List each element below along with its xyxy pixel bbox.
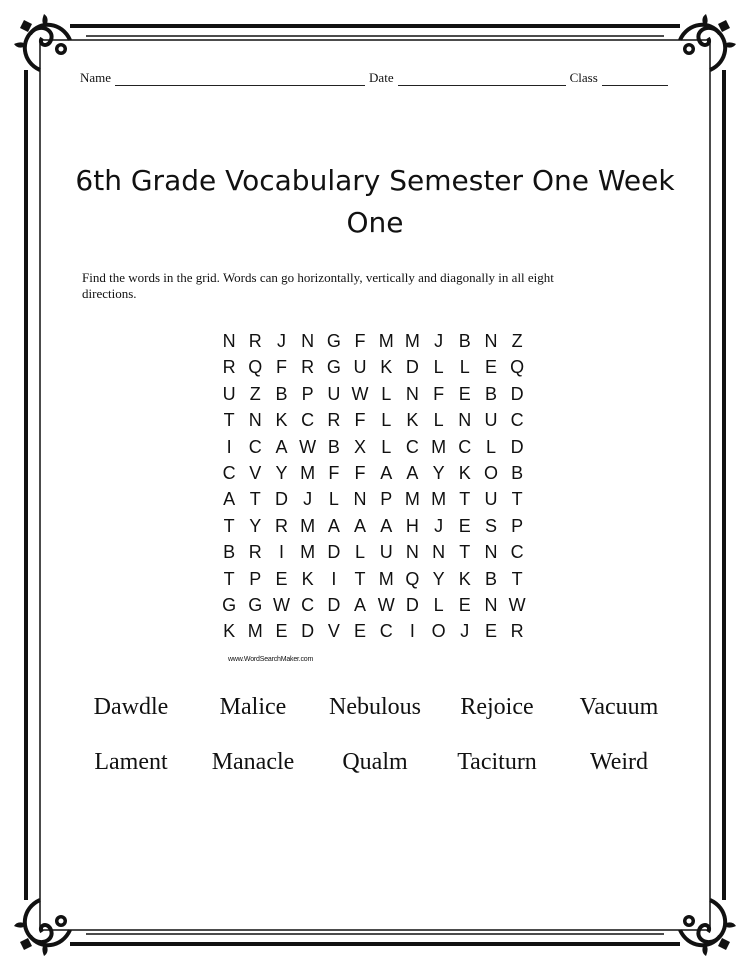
grid-letter[interactable]: M — [300, 462, 316, 483]
flourish-corner-icon — [680, 900, 736, 956]
grid-letter[interactable]: N — [301, 331, 315, 351]
grid-letter[interactable]: M — [300, 542, 316, 563]
grid-letter[interactable]: K — [458, 568, 471, 589]
grid-letter[interactable]: R — [222, 357, 236, 378]
grid-letter[interactable]: B — [458, 331, 471, 351]
grid-letter[interactable]: L — [381, 383, 392, 404]
grid-letter[interactable]: L — [459, 357, 470, 378]
grid-letter[interactable]: O — [483, 462, 498, 483]
word-list-item: Nebulous — [329, 694, 421, 720]
grid-letter[interactable]: F — [433, 383, 445, 404]
grid-letter[interactable]: A — [275, 436, 288, 457]
credit-text: www.WordSearchMaker.com — [228, 656, 314, 663]
class-label: Class — [569, 70, 598, 85]
name-label: Name — [80, 70, 112, 85]
grid-letter[interactable]: Q — [248, 357, 263, 378]
grid-letter[interactable]: P — [301, 383, 314, 404]
grid-letter[interactable]: M — [404, 331, 420, 351]
grid-letter[interactable]: C — [248, 436, 262, 457]
grid-letter[interactable]: A — [354, 515, 367, 536]
grid-letter[interactable]: E — [354, 621, 367, 642]
grid-letter[interactable]: K — [380, 357, 393, 378]
grid-letter[interactable]: T — [223, 410, 235, 431]
grid-letter[interactable]: T — [511, 568, 523, 589]
grid-letter[interactable]: J — [434, 331, 444, 351]
grid-letter[interactable]: A — [380, 515, 393, 536]
word-list-item: Manacle — [211, 749, 295, 775]
grid-letter[interactable]: Z — [511, 331, 523, 351]
grid-letter[interactable]: B — [511, 462, 524, 483]
grid-letter[interactable]: K — [458, 462, 471, 483]
grid-letter[interactable]: V — [249, 462, 262, 483]
name-field[interactable] — [115, 72, 365, 86]
grid-letter[interactable]: P — [511, 515, 524, 536]
grid-letter[interactable]: U — [353, 357, 367, 378]
flourish-corner-icon — [14, 900, 70, 956]
grid-letter[interactable]: W — [377, 594, 395, 615]
grid-letter[interactable]: F — [328, 462, 340, 483]
grid-letter[interactable]: I — [409, 621, 415, 642]
grid-letter[interactable]: K — [275, 410, 288, 431]
grid-letter[interactable]: D — [510, 383, 524, 404]
grid-letter[interactable]: C — [510, 542, 524, 563]
grid-letter[interactable]: P — [249, 568, 262, 589]
grid-letter[interactable]: D — [327, 594, 341, 615]
grid-letter[interactable]: C — [405, 436, 419, 457]
grid-letter[interactable]: C — [379, 621, 393, 642]
grid-letter[interactable]: N — [405, 542, 419, 563]
grid-letter[interactable]: N — [432, 542, 446, 563]
grid-letter[interactable]: D — [405, 594, 419, 615]
grid-letter[interactable]: F — [275, 357, 287, 378]
word-list-item: Taciturn — [457, 749, 537, 775]
grid-letter[interactable]: K — [301, 568, 314, 589]
student-info-line — [80, 70, 680, 86]
grid-letter[interactable]: G — [326, 331, 341, 351]
grid-letter[interactable]: Q — [510, 357, 525, 378]
grid-letter[interactable]: I — [226, 436, 232, 457]
grid-letter[interactable]: B — [327, 436, 340, 457]
grid-letter[interactable]: D — [274, 489, 288, 510]
grid-letter[interactable]: D — [301, 621, 315, 642]
grid-letter[interactable]: N — [353, 489, 367, 510]
word-list — [70, 694, 690, 804]
grid-letter[interactable]: W — [508, 594, 526, 615]
grid-letter[interactable]: E — [458, 515, 471, 536]
date-label: Date — [369, 70, 394, 85]
grid-letter[interactable]: X — [354, 436, 367, 457]
grid-letter[interactable]: K — [406, 410, 419, 431]
grid-letter[interactable]: T — [459, 542, 471, 563]
grid-letter[interactable]: Z — [249, 383, 261, 404]
grid-letter[interactable]: L — [485, 436, 496, 457]
grid-letter[interactable]: P — [380, 489, 393, 510]
grid-letter[interactable]: Q — [405, 568, 420, 589]
grid-letter[interactable]: E — [275, 621, 288, 642]
grid-letter[interactable]: J — [276, 331, 286, 351]
grid-letter[interactable]: C — [458, 436, 472, 457]
grid-letter[interactable]: F — [354, 331, 366, 351]
grid-letter[interactable]: T — [249, 489, 261, 510]
instructions: Find the words in the grid. Words can go horizontally, vertically and diagonally in all eight directions. — [82, 270, 554, 301]
grid-letter[interactable]: R — [274, 515, 288, 536]
grid-letter[interactable]: D — [327, 542, 341, 563]
grid-letter[interactable]: M — [247, 621, 263, 642]
grid-letter[interactable]: R — [248, 331, 262, 351]
grid-letter[interactable]: T — [459, 489, 471, 510]
grid-letter[interactable]: M — [431, 436, 447, 457]
grid-letter[interactable]: N — [458, 410, 472, 431]
grid-letter[interactable]: M — [431, 489, 447, 510]
grid-letter[interactable]: R — [301, 357, 315, 378]
word-list-item: Qualm — [342, 749, 408, 775]
grid-letter[interactable]: G — [248, 594, 263, 615]
word-list-item: Malice — [219, 694, 287, 720]
word-list-item: Weird — [589, 749, 649, 775]
word-list-item: Dawdle — [93, 694, 169, 720]
grid-letter[interactable]: B — [484, 383, 497, 404]
grid-letter[interactable]: E — [484, 621, 497, 642]
grid-letter[interactable]: M — [378, 568, 394, 589]
grid-letter[interactable]: L — [433, 357, 444, 378]
grid-letter[interactable]: U — [379, 542, 393, 563]
grid-letter[interactable]: Y — [275, 462, 288, 483]
word-list-item: Vacuum — [579, 694, 659, 720]
grid-letter[interactable]: N — [222, 331, 236, 351]
grid-letter[interactable]: C — [222, 462, 236, 483]
grid-letter[interactable]: E — [458, 594, 471, 615]
class-field[interactable] — [602, 72, 668, 86]
grid-letter[interactable]: T — [223, 515, 235, 536]
grid-letter[interactable]: U — [222, 383, 236, 404]
grid-letter[interactable]: H — [405, 515, 419, 536]
grid-letter[interactable]: Y — [432, 568, 445, 589]
grid-letter[interactable]: N — [484, 542, 498, 563]
grid-letter[interactable]: J — [303, 489, 313, 510]
grid-letter[interactable]: G — [222, 594, 237, 615]
grid-letter[interactable]: E — [275, 568, 288, 589]
grid-letter[interactable]: J — [434, 515, 444, 536]
grid-letter[interactable]: N — [484, 331, 498, 351]
grid-letter[interactable]: D — [405, 357, 419, 378]
grid-letter[interactable]: U — [484, 410, 498, 431]
grid-letter[interactable]: B — [275, 383, 288, 404]
word-list-item: Lament — [94, 749, 168, 775]
grid-letter[interactable]: U — [327, 383, 341, 404]
word-search-grid — [216, 328, 530, 645]
grid-letter[interactable]: C — [301, 594, 315, 615]
grid-letter[interactable]: R — [510, 621, 524, 642]
grid-letter[interactable]: A — [406, 462, 419, 483]
word-list-item: Rejoice — [460, 694, 534, 720]
grid-letter[interactable]: E — [484, 357, 497, 378]
grid-letter[interactable]: G — [326, 357, 341, 378]
grid-letter[interactable]: L — [381, 436, 392, 457]
grid-letter[interactable]: I — [278, 542, 284, 563]
page-title: 6th Grade Vocabulary Semester One Week One — [75, 164, 675, 239]
grid-letter[interactable]: A — [327, 515, 340, 536]
grid-letter[interactable]: I — [331, 568, 337, 589]
grid-letter[interactable]: L — [433, 594, 444, 615]
grid-letter[interactable]: L — [433, 410, 444, 431]
grid-letter[interactable]: M — [404, 489, 420, 510]
grid-letter[interactable]: V — [327, 621, 340, 642]
grid-letter[interactable]: C — [301, 410, 315, 431]
grid-letter[interactable]: F — [354, 462, 366, 483]
grid-letter[interactable]: B — [484, 568, 497, 589]
grid-letter[interactable]: C — [510, 410, 524, 431]
grid-letter[interactable]: M — [378, 331, 394, 351]
grid-letter[interactable]: Y — [432, 462, 445, 483]
grid-letter[interactable]: T — [511, 489, 523, 510]
grid-letter[interactable]: T — [354, 568, 366, 589]
grid-letter[interactable]: O — [431, 621, 446, 642]
grid-letter[interactable]: A — [354, 594, 367, 615]
grid-letter[interactable]: F — [354, 410, 366, 431]
grid-letter[interactable]: M — [300, 515, 316, 536]
grid-letter[interactable]: J — [460, 621, 470, 642]
grid-letter[interactable]: A — [380, 462, 393, 483]
grid-letter[interactable]: W — [272, 594, 290, 615]
date-field[interactable] — [398, 72, 566, 86]
grid-letter[interactable]: E — [458, 383, 471, 404]
grid-letter[interactable]: S — [484, 515, 497, 536]
grid-letter[interactable]: L — [328, 489, 339, 510]
grid-letter[interactable]: A — [223, 489, 236, 510]
grid-letter[interactable]: W — [351, 383, 369, 404]
grid-letter[interactable]: L — [381, 410, 392, 431]
grid-letter[interactable]: D — [510, 436, 524, 457]
grid-letter[interactable]: R — [327, 410, 341, 431]
grid-letter[interactable]: W — [299, 436, 317, 457]
grid-letter[interactable]: B — [223, 542, 236, 563]
grid-letter[interactable]: L — [355, 542, 366, 563]
grid-letter[interactable]: T — [223, 568, 235, 589]
flourish-corner-icon — [14, 14, 70, 70]
grid-letter[interactable]: R — [248, 542, 262, 563]
grid-letter[interactable]: Y — [249, 515, 262, 536]
grid-letter[interactable]: N — [248, 410, 262, 431]
grid-letter[interactable]: N — [405, 383, 419, 404]
grid-letter[interactable]: U — [484, 489, 498, 510]
grid-letter[interactable]: N — [484, 594, 498, 615]
grid-letter[interactable]: K — [223, 621, 236, 642]
flourish-corner-icon — [680, 14, 736, 70]
